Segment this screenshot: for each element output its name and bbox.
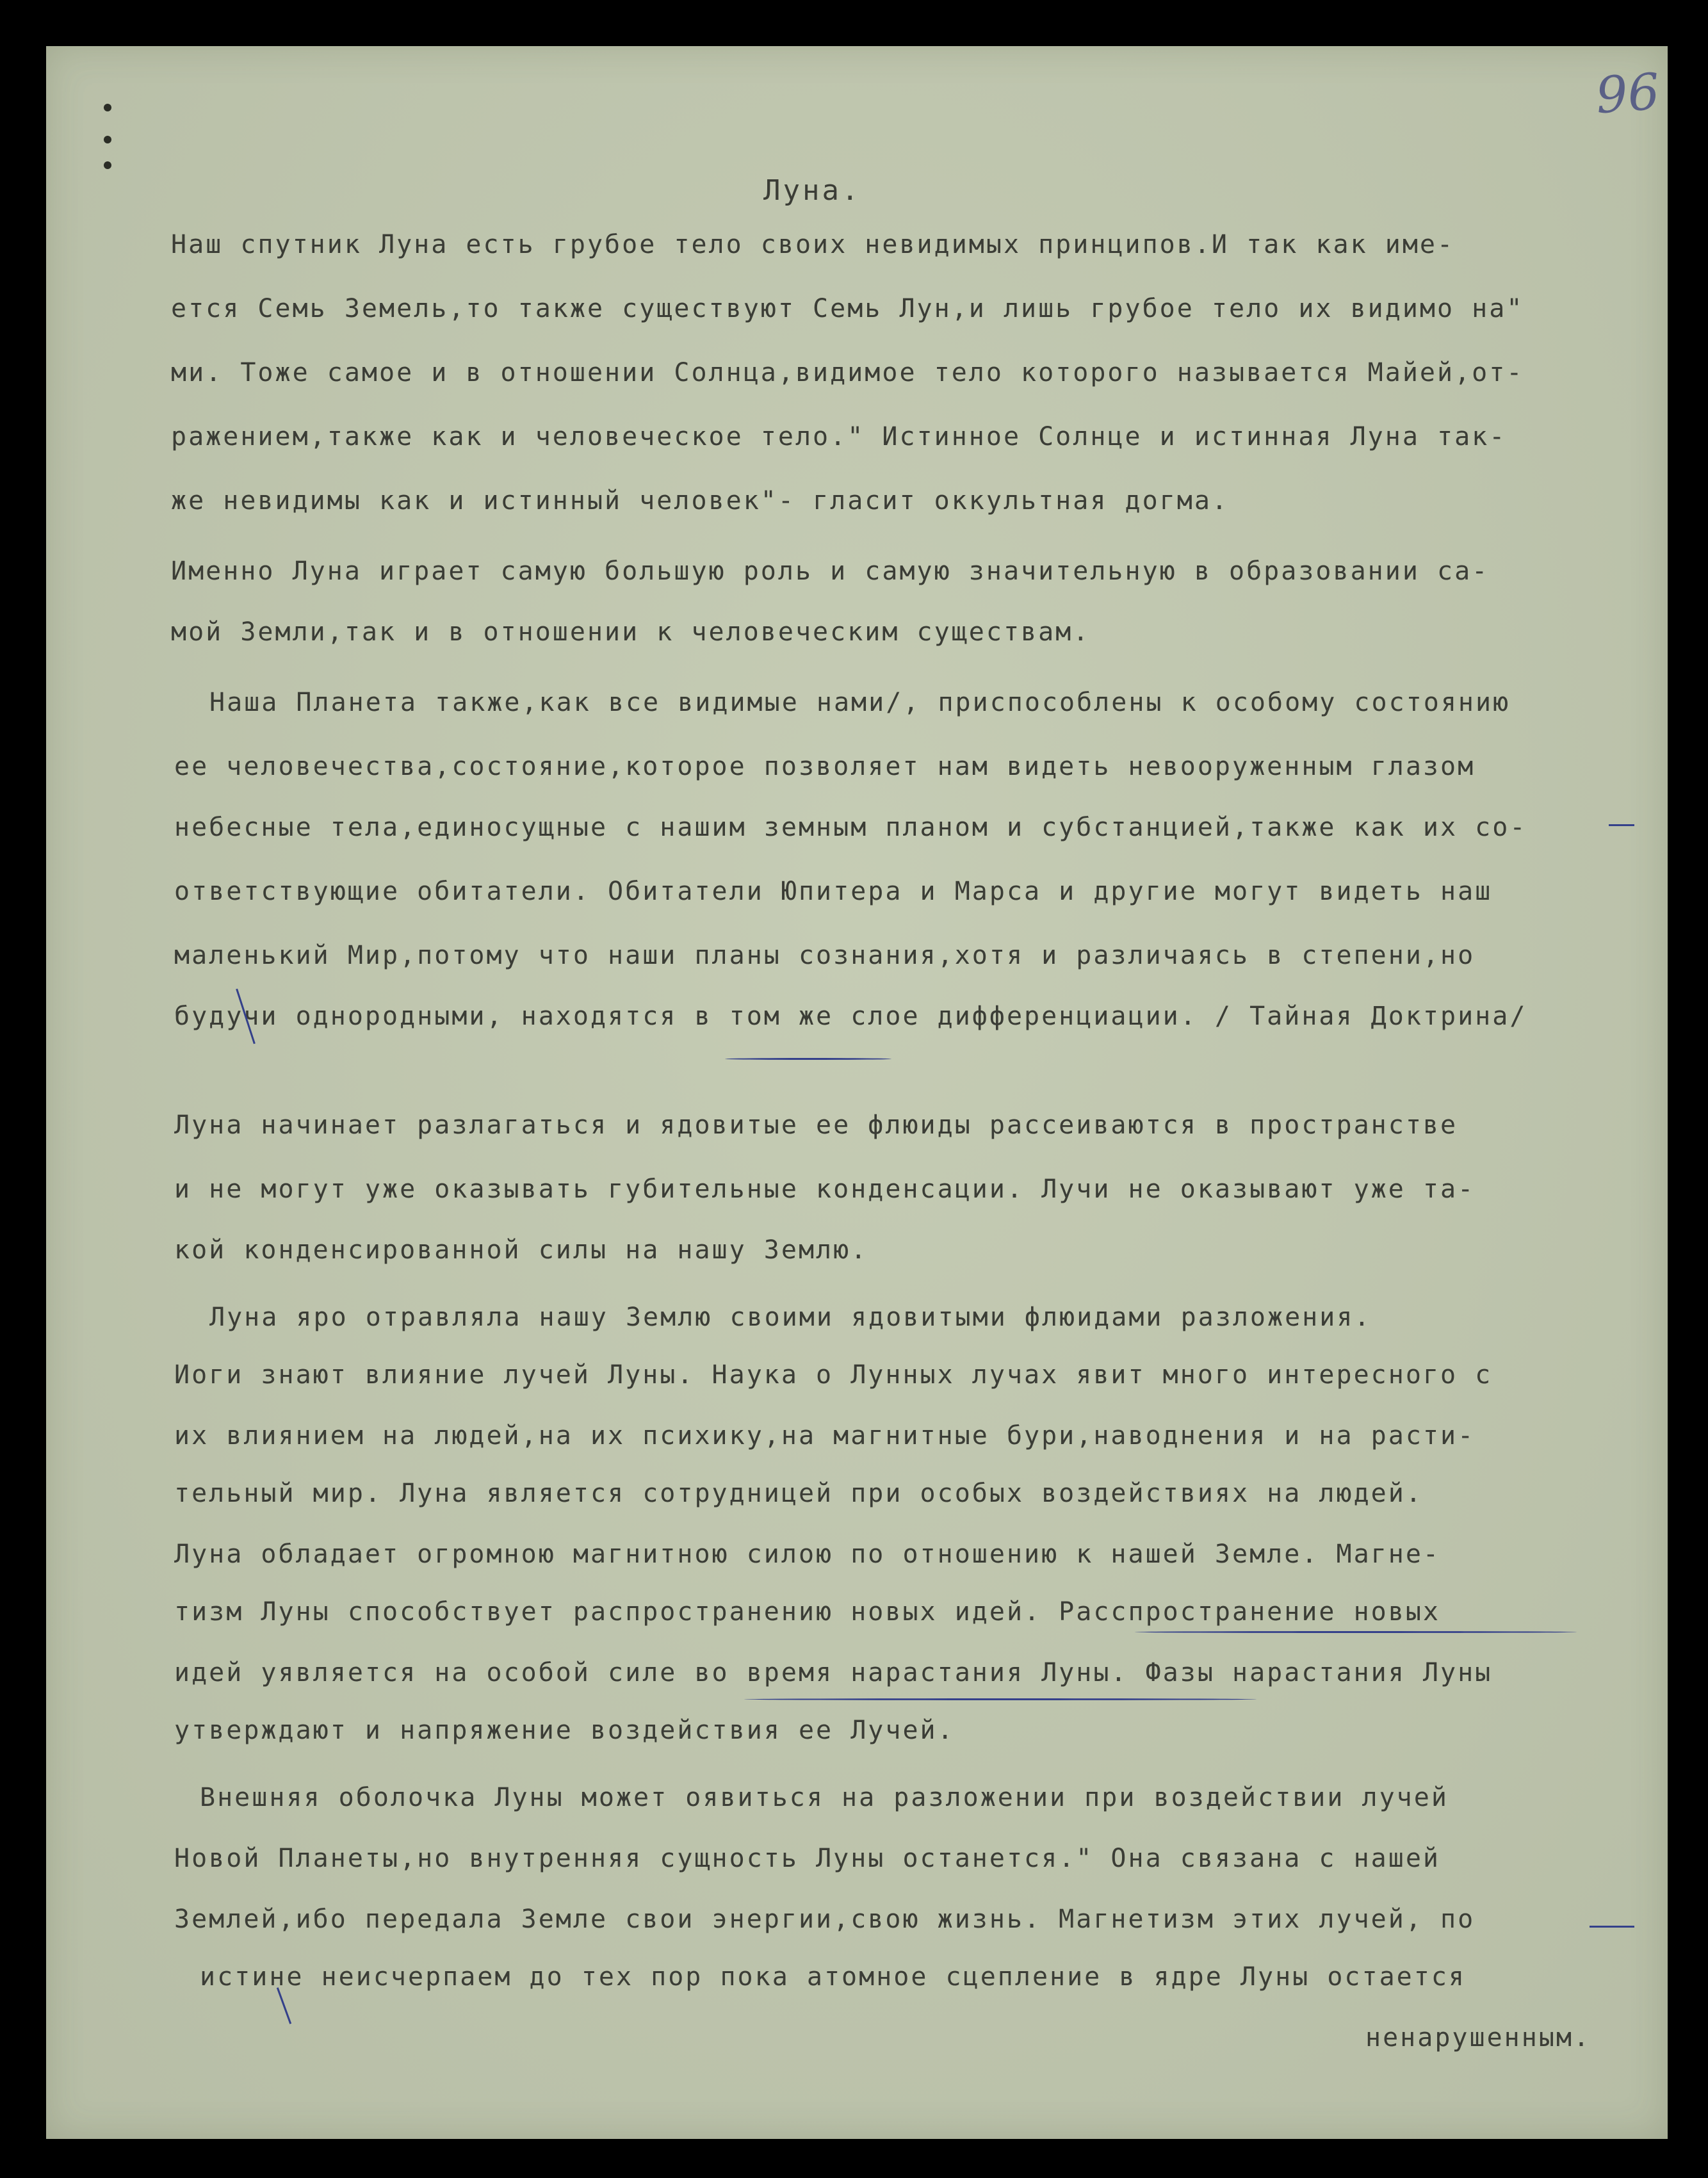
punch-hole: [104, 104, 111, 111]
text-line: и не могут уже оказывать губительные конденсации. Лучи не оказывают уже та-: [174, 1174, 1476, 1204]
text-line: Новой Планеты,но внутренняя сущность Луны останется." Она связана с нашей: [174, 1844, 1440, 1873]
page-number: 96: [1593, 63, 1662, 126]
text-line: ражением,также как и человеческое тело." Истинное Солнце и истинная Луна так-: [171, 422, 1507, 451]
text-line: кой конденсированной силы на нашу Землю.: [174, 1235, 868, 1265]
text-line: ответствующие обитатели. Обитатели Юпитера и Марса и другие могут видеть наш: [174, 877, 1493, 906]
text-line: Именно Луна играет самую большую роль и самую значительную в образовании са-: [171, 557, 1490, 586]
text-line: Наш спутник Луна есть грубое тело своих невидимых принципов.И так как име-: [171, 230, 1455, 259]
text-line: маленький Мир,потому что наши планы сознания,хотя и различаясь в степени,но: [174, 941, 1476, 970]
pen-underline: [744, 1698, 1257, 1700]
text-line: будучи однородными, находятся в том же слое дифференциации. / Тайная Доктрина/: [174, 1002, 1527, 1031]
text-line: ее человечества,состояние,которое позволяет нам видеть невооруженным глазом: [174, 752, 1476, 781]
punch-hole: [104, 161, 111, 169]
pen-underline: [725, 1058, 891, 1060]
document-page: [46, 46, 1668, 2139]
text-line: Луна яро отравляла нашу Землю своими ядовитыми флюидами разложения.: [209, 1303, 1372, 1332]
pen-mark: [277, 1987, 291, 2024]
text-line: ется Семь Земель,то также существуют Семь Лун,и лишь грубое тело их видимо на": [171, 294, 1524, 323]
text-line: ненарушенным.: [1365, 2023, 1591, 2052]
text-line: ми. Тоже самое и в отношении Солнца,видимое тело которого называется Майей,от-: [171, 358, 1524, 387]
text-line: же невидимы как и истинный человек"- гласит оккультная догма.: [171, 486, 1230, 516]
text-line: истине неисчерпаем до тех пор пока атомное сцепление в ядре Луны остается: [200, 1962, 1466, 1992]
text-line: утверждают и напряжение воздействия ее Лучей.: [174, 1716, 955, 1745]
pen-dash: [1590, 1926, 1634, 1928]
text-line: мой Земли,так и в отношении к человеческим существам.: [171, 617, 1091, 647]
text-line: Иоги знают влияние лучей Луны. Наука о Лунных лучах явит много интересного с: [174, 1360, 1493, 1390]
pen-underline: [1135, 1631, 1577, 1633]
text-line: Внешняя оболочка Луны может оявиться на разложении при воздействии лучей: [200, 1783, 1449, 1812]
text-line: тельный мир. Луна является сотрудницей при особых воздействиях на людей.: [174, 1479, 1423, 1508]
text-line: их влиянием на людей,на их психику,на магнитные бури,наводнения и на расти-: [174, 1421, 1476, 1451]
text-line: идей уявляется на особой силе во время нарастания Луны. Фазы нарастания Луны: [174, 1658, 1493, 1687]
text-line: Луна начинает разлагаться и ядовитые ее флюиды рассеиваются в пространстве: [174, 1110, 1458, 1140]
punch-hole: [104, 136, 111, 143]
text-line: Луна обладает огромною магнитною силою по отношению к нашей Земле. Магне-: [174, 1540, 1440, 1569]
text-line: Землей,ибо передала Земле свои энергии,свою жизнь. Магнетизм этих лучей, по: [174, 1905, 1476, 1934]
pen-dash: [1609, 824, 1634, 826]
text-line: Наша Планета также,как все видимые нами/, приспособлены к особому состоянию: [209, 688, 1511, 717]
document-title: Луна.: [763, 174, 861, 207]
text-line: небесные тела,единосущные с нашим земным планом и субстанцией,также как их со-: [174, 813, 1527, 842]
text-line: тизм Луны способствует распространению новых идей. Расспространение новых: [174, 1597, 1440, 1627]
